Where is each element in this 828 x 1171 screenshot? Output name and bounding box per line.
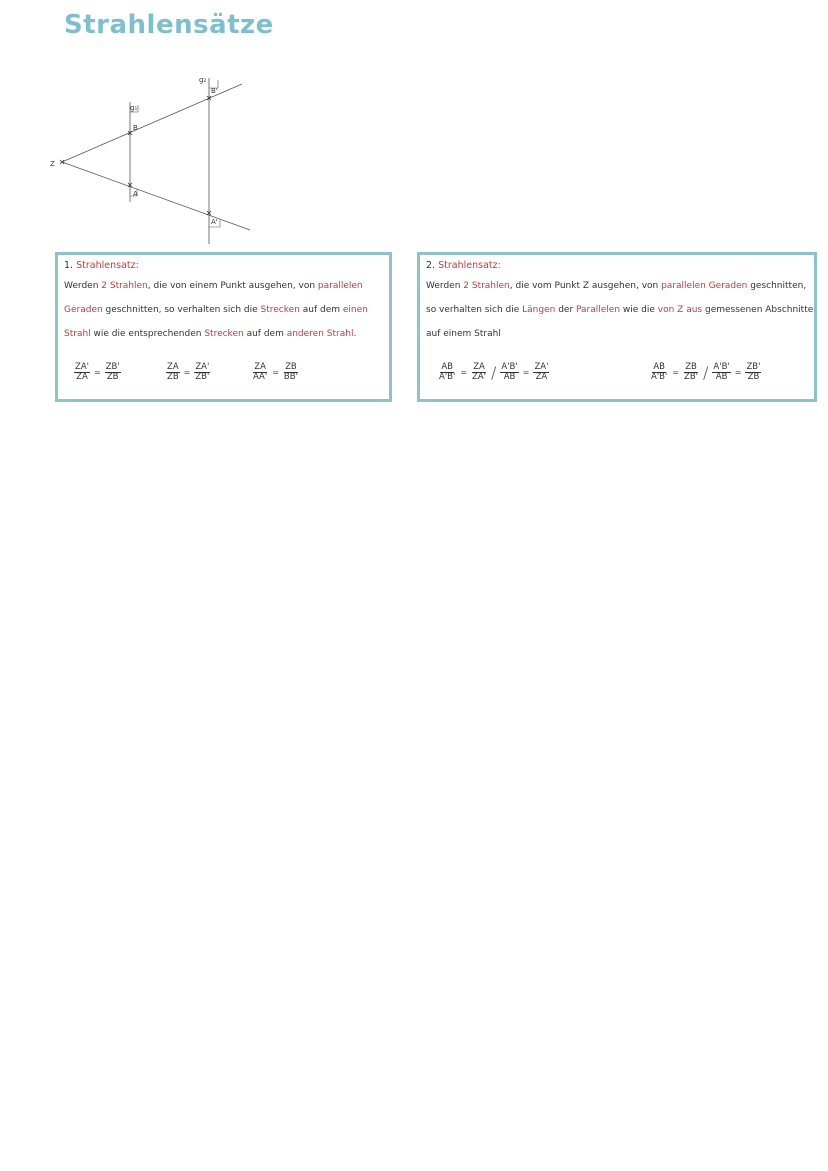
point-z <box>60 160 64 164</box>
fraction <box>438 363 456 382</box>
second-theorem-box <box>417 252 817 402</box>
highlighted-term: anderen Strahl <box>286 329 354 339</box>
fraction <box>74 363 90 382</box>
ratio-formula <box>252 363 299 382</box>
equals-sign: = <box>734 368 742 377</box>
numerator: ZA <box>473 362 485 373</box>
denominator: ZB <box>106 371 119 382</box>
text-line <box>426 305 813 315</box>
denominator: ZB <box>747 372 760 382</box>
denominator: ZA <box>76 371 88 382</box>
label-g2: g₂ <box>199 76 207 84</box>
ratio-formula-group <box>438 363 549 382</box>
text-segment: . <box>353 329 357 339</box>
slash-separator: / <box>703 363 709 382</box>
box1-title: Strahlensatz: <box>76 260 139 271</box>
fraction <box>166 363 180 382</box>
equals-sign: = <box>460 368 468 377</box>
highlighted-term: Strecken <box>260 305 300 315</box>
numerator: AB <box>653 362 665 373</box>
fraction <box>194 363 210 382</box>
text-segment: gemessenen Abschnitte <box>702 305 814 315</box>
denominator: AA' <box>253 371 268 382</box>
text-segment: , die von einem Punkt ausgehen, von <box>147 281 318 291</box>
numerator: ZA' <box>534 362 549 373</box>
intercept-theorem-diagram <box>50 72 260 247</box>
text-line <box>64 281 363 291</box>
label-b-prime: B' <box>211 87 218 95</box>
highlighted-term: Längen <box>522 305 556 315</box>
numerator: ZB' <box>746 362 761 373</box>
equals-sign: = <box>183 367 191 377</box>
equals-sign: = <box>272 367 279 377</box>
page-title: Strahlensätze <box>64 10 274 40</box>
fraction <box>283 363 299 382</box>
numerator: A'B' <box>501 362 518 373</box>
denominator: A'B' <box>651 372 668 382</box>
denominator: ZA <box>535 372 548 382</box>
numerator: ZA' <box>75 362 89 372</box>
fraction <box>533 363 549 382</box>
numerator: A'B' <box>713 362 730 373</box>
ratio-formula-group <box>650 363 761 382</box>
text-segment: Werden <box>64 281 102 291</box>
fraction <box>252 363 268 382</box>
numerator: ZB <box>285 362 297 372</box>
box2-heading <box>426 260 501 271</box>
ratio-formula <box>166 363 210 382</box>
highlighted-term: Parallelen <box>576 305 621 315</box>
highlighted-term: 2 Strahlen <box>463 281 510 291</box>
first-theorem-box <box>55 252 392 402</box>
label-g1: g₁ <box>130 104 138 112</box>
text-line <box>64 305 368 315</box>
denominator: BB' <box>283 371 298 382</box>
fraction <box>683 363 699 382</box>
text-segment: geschnitten, <box>747 281 807 291</box>
text-line <box>426 281 806 291</box>
text-segment: der <box>555 305 576 315</box>
equals-sign: = <box>522 368 530 377</box>
fraction <box>650 363 668 382</box>
equals-sign: = <box>672 368 680 377</box>
denominator: ZB' <box>195 371 210 382</box>
box2-title: Strahlensatz: <box>438 260 501 271</box>
highlighted-term: 2 Strahlen <box>101 281 148 291</box>
box1-number: 1. <box>64 260 74 271</box>
label-a: A <box>133 190 138 198</box>
slash-separator: / <box>491 363 497 382</box>
denominator: AB <box>715 372 728 382</box>
text-segment: wie die <box>620 305 658 315</box>
text-segment: auf dem <box>243 329 287 339</box>
numerator: ZA' <box>195 362 210 372</box>
text-segment: Werden <box>426 281 464 291</box>
ratio-formula <box>74 363 121 382</box>
box1-heading <box>64 260 139 271</box>
denominator: A'B' <box>439 372 456 382</box>
fraction <box>105 363 121 382</box>
text-segment: auf einem Strahl <box>426 329 501 339</box>
highlighted-term: einen <box>342 305 368 315</box>
highlighted-term: Strahl <box>64 329 91 339</box>
text-segment: geschnitten, so verhalten sich die <box>102 305 261 315</box>
highlighted-term: parallelen <box>317 281 363 291</box>
label-a-prime: A' <box>211 218 218 226</box>
highlighted-term: Strecken <box>204 329 244 339</box>
denominator: AB <box>503 372 516 382</box>
fraction <box>500 363 518 382</box>
text-segment: , die vom Punkt Z ausgehen, von <box>509 281 662 291</box>
numerator: ZA <box>167 362 179 372</box>
text-segment: wie die entsprechenden <box>90 329 205 339</box>
equals-sign: = <box>93 367 101 377</box>
denominator: ZB' <box>684 372 699 382</box>
fraction <box>712 363 730 382</box>
highlighted-term: parallelen Geraden <box>661 281 748 291</box>
label-z: Z <box>50 160 55 168</box>
ray-upper <box>62 84 242 162</box>
text-line <box>64 329 356 339</box>
numerator: ZB' <box>105 362 120 372</box>
numerator: ZA <box>254 362 266 372</box>
highlighted-term: Geraden <box>64 305 103 315</box>
denominator: ZB <box>167 371 179 382</box>
text-segment: auf dem <box>299 305 343 315</box>
fraction <box>471 363 487 382</box>
ray-lower <box>62 162 250 230</box>
text-line <box>426 329 501 339</box>
highlighted-term: von Z aus <box>657 305 703 315</box>
denominator: ZA' <box>472 372 487 382</box>
numerator: AB <box>441 362 453 373</box>
numerator: ZB <box>685 362 697 373</box>
label-b: B <box>133 124 138 132</box>
box2-number: 2. <box>426 260 436 271</box>
text-segment: so verhalten sich die <box>426 305 523 315</box>
fraction <box>745 363 761 382</box>
